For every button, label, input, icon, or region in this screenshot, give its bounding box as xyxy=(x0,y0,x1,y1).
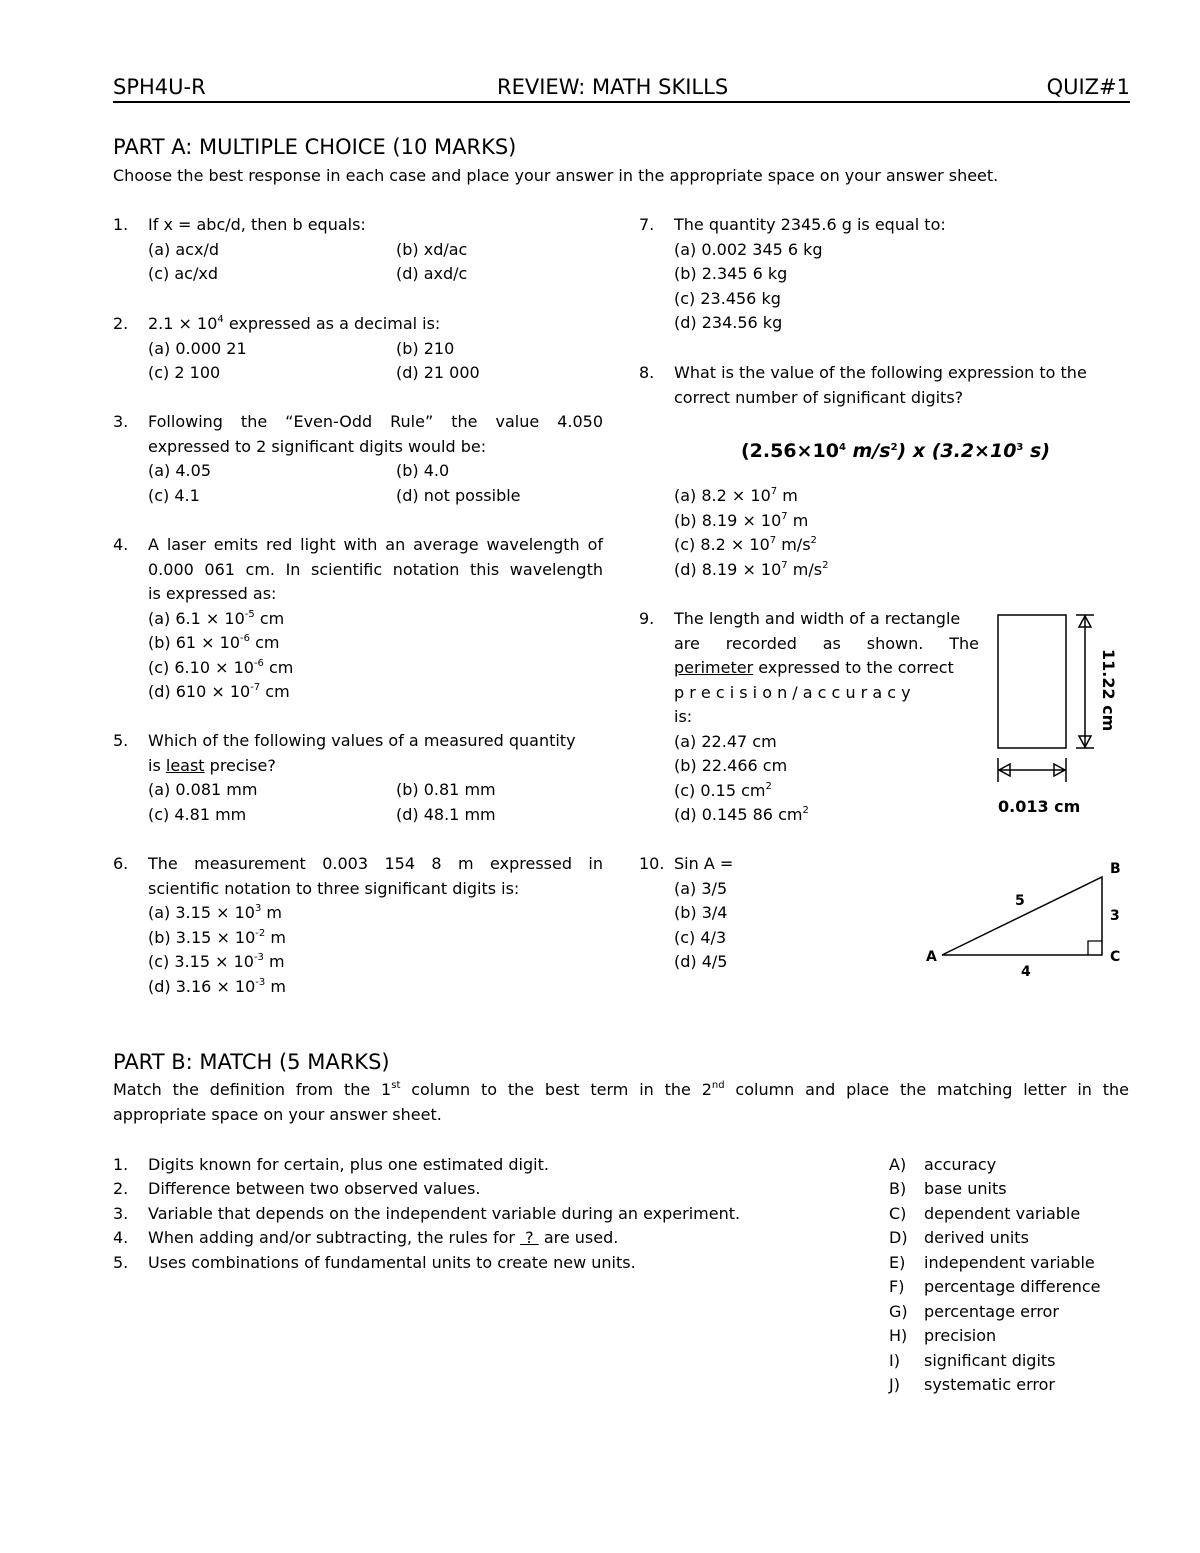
blank-field: ? xyxy=(520,1228,539,1247)
vertex-a-label: A xyxy=(926,949,937,965)
question-8-options xyxy=(674,484,1129,582)
term-item: B) base units xyxy=(889,1179,1007,1198)
option-d[interactable]: (d) axd/c xyxy=(396,264,468,283)
option-d[interactable]: (d) 4/5 xyxy=(674,952,728,971)
option-a[interactable]: (a) 0.002 345 6 kg xyxy=(674,239,823,259)
question-text: is expressed as: xyxy=(148,584,277,603)
rectangle-shape xyxy=(998,615,1066,748)
question-text: correct number of significant digits? xyxy=(674,387,964,407)
question-text: expressed to 2 significant digits would be: xyxy=(148,436,487,456)
question-text: scientific notation to three significant digits is: xyxy=(148,878,520,898)
term-item: I) significant digits xyxy=(889,1351,1056,1370)
option-a[interactable]: (a) 0.081 mm xyxy=(148,780,258,799)
option-c[interactable]: (c) $8.2 \times 10^7$ $m/s^2$ xyxy=(674,535,817,554)
option-c[interactable]: (c) 4.81 mm xyxy=(148,804,247,824)
option-d[interactable]: (d) $8.19 \times 10^7$ $m/s^2$ xyxy=(674,559,829,579)
option-b[interactable]: (b) $8.19 \times 10^7$ m xyxy=(674,510,809,530)
option-b[interactable]: (b) 4.0 xyxy=(396,461,450,480)
term-item: D) derived units xyxy=(889,1228,1029,1247)
option-a[interactable]: (a) $3.15 \times 10^3$ m xyxy=(148,903,282,922)
option-c[interactable]: (c) $3.15 \times 10^{-3}$ m xyxy=(148,952,285,971)
question-text: perimeter expressed to the correct xyxy=(674,658,954,677)
definition-item: 3. Variable that depends on the independent variable during an experiment. xyxy=(113,1204,741,1223)
term-item: C) dependent variable xyxy=(889,1204,1081,1223)
question-number: 8. xyxy=(639,363,655,382)
option-b[interactable]: (b) xd/ac xyxy=(396,239,468,259)
question-number: 3. xyxy=(113,412,129,431)
header-rule xyxy=(113,101,1130,103)
page-title: REVIEW: MATH SKILLS xyxy=(497,75,729,99)
hypotenuse-label: 5 xyxy=(1015,893,1025,909)
question-text: 0.000 061 cm. In scientific notation this wavelength xyxy=(148,559,603,579)
option-a[interactable]: (a) $6.1 \times 10^{-5}$ cm xyxy=(148,608,285,628)
part-b-title: PART B: MATCH (5 MARKS) xyxy=(113,1050,390,1074)
width-label: 0.013 cm xyxy=(998,797,1081,816)
option-c[interactable]: (c) 4/3 xyxy=(674,927,727,947)
option-c[interactable]: (c) 0.15 $cm^2$ xyxy=(674,780,772,800)
definition-item: 2. Difference between two observed values. xyxy=(113,1179,481,1198)
option-c[interactable]: (c) ac/xd xyxy=(148,264,218,283)
definition-item: 5. Uses combinations of fundamental units to create new units. xyxy=(113,1253,636,1272)
option-d[interactable]: (d) not possible xyxy=(396,485,521,505)
term-item: E) independent variable xyxy=(889,1253,1095,1272)
part-a-title: PART A: MULTIPLE CHOICE (10 MARKS) xyxy=(113,135,517,159)
option-b[interactable]: (b) 0.81 mm xyxy=(396,780,496,799)
question-number: 9. xyxy=(639,609,655,628)
question-text: If x = abc/d, then b equals: xyxy=(148,215,366,234)
question-text: $2.1 \times 10^4$ expressed as a decimal is: xyxy=(148,314,441,333)
term-item: J) systematic error xyxy=(889,1375,1055,1394)
question-text: The quantity 2345.6 g is equal to: xyxy=(674,215,946,234)
right-angle-marker xyxy=(1088,941,1102,955)
triangle-shape xyxy=(942,877,1102,955)
option-c[interactable]: (c) 2 100 xyxy=(148,363,221,382)
vertex-b-label: B xyxy=(1110,861,1121,877)
question-text: Which of the following values of a measured quantity xyxy=(148,731,576,750)
option-b[interactable]: (b) 210 xyxy=(396,338,455,358)
question-number: 7. xyxy=(639,215,655,234)
option-d[interactable]: (d) $3.16 \times 10^{-3}$ m xyxy=(148,976,286,996)
term-item: H) precision xyxy=(889,1326,997,1345)
option-d[interactable]: (d) 234.56 kg xyxy=(674,313,783,332)
question-text: is: xyxy=(674,707,693,726)
option-d[interactable]: (d) $610 \times 10^{-7}$ cm xyxy=(148,682,290,701)
quiz-number: QUIZ#1 xyxy=(1046,75,1130,99)
question-text: p r e c i s i o n / a c c u r a c y xyxy=(674,682,911,702)
question-text: Following the “Even-Odd Rule” the value 4.050 xyxy=(148,412,603,431)
option-b[interactable]: (b) 22.466 cm xyxy=(674,756,788,775)
term-item: G) percentage error xyxy=(889,1302,1059,1321)
rectangle-figure xyxy=(990,605,1140,820)
option-d[interactable]: (d) 0.145 86 $cm^2$ xyxy=(674,805,809,824)
option-a[interactable]: (a) 4.05 xyxy=(148,461,211,480)
question-text: The measurement 0.003 154 8 m expressed in xyxy=(148,854,603,873)
length-label: 11.22 cm xyxy=(1099,649,1118,732)
question-text: Sin A = xyxy=(674,854,734,873)
option-a[interactable]: (a) 3/5 xyxy=(674,878,728,898)
question-text: is least precise? xyxy=(148,755,276,775)
question-number: 6. xyxy=(113,854,129,873)
term-item: F) percentage difference xyxy=(889,1277,1101,1296)
option-a[interactable]: (a) acx/d xyxy=(148,239,219,259)
option-b[interactable]: (b) 3/4 xyxy=(674,903,728,922)
adjacent-label: 4 xyxy=(1021,964,1031,980)
question-text: are recorded as shown. The xyxy=(674,633,979,653)
option-d[interactable]: (d) 48.1 mm xyxy=(396,804,496,824)
option-a[interactable]: (a) $8.2 \times 10^7$ m xyxy=(674,486,798,505)
option-c[interactable]: (c) 4.1 xyxy=(148,485,200,505)
definition-item: 4. When adding and/or subtracting, the rules for ? are used. xyxy=(113,1228,619,1247)
question-number: 2. xyxy=(113,314,129,333)
question-text: What is the value of the following expression to the xyxy=(674,363,1087,382)
question-number: 5. xyxy=(113,731,129,750)
triangle-figure xyxy=(920,855,1130,980)
vertex-c-label: C xyxy=(1110,949,1121,965)
option-a[interactable]: (a) 0.000 21 xyxy=(148,338,247,358)
option-b[interactable]: (b) $3.15 \times 10^{-2}$ m xyxy=(148,927,286,947)
opposite-label: 3 xyxy=(1110,908,1120,924)
definition-item: 1. Digits known for certain, plus one estimated digit. xyxy=(113,1155,549,1174)
option-a[interactable]: (a) 22.47 cm xyxy=(674,731,777,751)
option-b[interactable]: (b) $61 \times 10^{-6}$ cm xyxy=(148,633,280,652)
term-item: A) accuracy xyxy=(889,1155,997,1174)
part-b-instructions: Match the definition from the 1st column to the best term in the 2nd column and place the matching letter in the xyxy=(113,1080,1129,1099)
option-c[interactable]: (c) $6.10 \times 10^{-6}$ cm xyxy=(148,657,294,677)
expression: ($2.56\times 10^4$ $m/s^2$) x ($3.2\times 10^3$ s) xyxy=(741,440,1050,462)
part-a-instructions: Choose the best response in each case and place your answer in the appropriate space on your answer sheet. xyxy=(113,166,999,185)
question-text: The length and width of a rectangle xyxy=(674,609,961,628)
question-number: 10. xyxy=(639,854,665,873)
part-b-instructions-line2: appropriate space on your answer sheet. xyxy=(113,1105,442,1124)
option-b[interactable]: (b) 2.345 6 kg xyxy=(674,264,788,283)
option-d[interactable]: (d) 21 000 xyxy=(396,363,480,382)
question-number: 4. xyxy=(113,535,129,554)
option-c[interactable]: (c) 23.456 kg xyxy=(674,288,781,308)
course-code: SPH4U-R xyxy=(113,75,206,99)
question-text: A laser emits red light with an average wavelength of xyxy=(148,535,603,554)
question-number: 1. xyxy=(113,215,129,234)
